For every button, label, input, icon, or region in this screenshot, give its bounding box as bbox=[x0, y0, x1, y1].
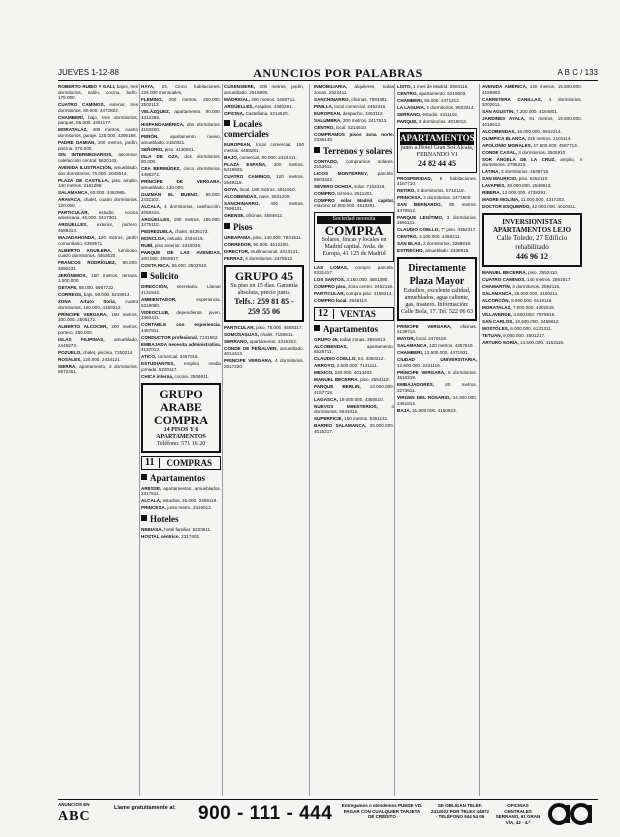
classified-ad: HOSTAL céntrico. 2317402. bbox=[141, 533, 201, 539]
classified-ad: LA LAGUNA, 2 dormitorios. 8503314. bbox=[397, 104, 475, 110]
classified-ad: CENTRO, local. 5214610. bbox=[314, 124, 368, 130]
classified-ad: ARAVACA, chalet, cuatro dormitorios. 120.000. bbox=[58, 197, 138, 208]
page-header bbox=[58, 66, 598, 81]
classified-ad: SEÑORÍO, piso. 4130921. bbox=[141, 146, 195, 152]
classified-ad: OLIMPICA BLANCA, 225 metros. 2101114. bbox=[482, 135, 572, 141]
bullet-icon bbox=[314, 147, 320, 153]
classified-ad: LAVAPIÉS, 48.000.000. 2546613. bbox=[482, 183, 552, 189]
classified-ad: CUSENSIERE, 200 metros, jardín, amueblado. 2515900. bbox=[224, 84, 304, 95]
classified-ad: COMPRO solar Madrid capital, máximo 10.000.000. 4510291. bbox=[314, 197, 394, 209]
heading-hoteles: Hoteles bbox=[141, 514, 221, 524]
classified-ad: CLAUDIO COELLO, 7º piso. 4354317. bbox=[397, 227, 477, 233]
ad-sociedad-band: Sociedad necesita bbox=[317, 216, 391, 224]
classified-ad: CLAUDIO COELLO, 64. 4350312. bbox=[314, 356, 385, 362]
classified-ad: MONCLOA, estudio. 2434415. bbox=[141, 236, 204, 242]
column-1 bbox=[58, 84, 138, 796]
classified-ad: FLEMING, 200 metros, 250.000. 2502113. bbox=[141, 96, 221, 108]
bullet-icon bbox=[224, 120, 230, 126]
classified-ad: SALAMANCA, 25.000.000. 4150211. bbox=[482, 290, 559, 296]
classified-ad: ALCOBENDAS, nave. 6531209. bbox=[224, 193, 291, 199]
column-5 bbox=[397, 84, 477, 796]
classified-ad: SIN INTERMEDIARIOS, ascensor, calefacción central. 5620142. bbox=[58, 152, 138, 164]
heading-terrenos: Terrenos y solares bbox=[314, 146, 394, 156]
classified-ad: ALBERTO AGUILERA, luminoso, cuatro dormitorios. 4463620. bbox=[58, 247, 138, 259]
classified-ad: EUROPEAN, despacho. 4453112. bbox=[314, 110, 384, 116]
classified-ad: SUPERFICIE, 150 metros. 5351141. bbox=[314, 416, 389, 422]
classified-ad: CIUDAD UNIVERSITARIA, 12.800.000. 2431116. bbox=[397, 357, 477, 368]
classified-ad: MOSTOLES, 6.000.000. 6131311. bbox=[482, 325, 553, 331]
classified-ad: GETAFE, 55.000. 6957722. bbox=[58, 285, 115, 291]
bullet-icon bbox=[224, 223, 230, 229]
column-2 bbox=[141, 84, 221, 796]
heading-apartamentos-c4: Apartamentos bbox=[314, 324, 394, 334]
classified-ad: ROBERTO RUBIO Y GALI, bajos, tres dormitorios, salón, cocina, baño. 175.000. bbox=[58, 84, 138, 101]
classified-ad: PRINCESA, 2 dormitorios. 2471509. bbox=[397, 195, 472, 201]
classified-ad: COMPRO local. 2548113. bbox=[314, 298, 368, 304]
classified-ad: PLAZA DE CASTILLA, piso amplio, 140 metros. 2151288. bbox=[58, 177, 138, 189]
classified-ad: LAS LOMAS, compro parcela. 6331417. bbox=[314, 264, 394, 276]
classified-ad: ORENSE, oficinas. 4564912. bbox=[224, 213, 284, 219]
classified-ad: ARGÜELLES, Arapiles. 4460291. bbox=[224, 103, 293, 109]
classified-ad: FRANCOS RODRÍGUEZ, 90.000. 2692231. bbox=[58, 260, 138, 271]
ad-sociedad bbox=[314, 212, 394, 262]
classified-ad: MORATALAZ, 7.500.000. 4301515. bbox=[482, 304, 556, 310]
classified-ad: ISLAS FILIPINAS, amueblado, 2446573. bbox=[58, 336, 138, 348]
classified-ad: DIRECTOR, multinacional. 4313121. bbox=[224, 248, 299, 254]
classified-ad: ESTRECHO, amueblado. 2338815. bbox=[397, 248, 470, 254]
ad-apartamentos-phone: 24 82 44 45 bbox=[418, 158, 456, 168]
ad-sociedad-title: COMPRA bbox=[324, 222, 384, 238]
column-divider bbox=[394, 84, 395, 796]
heading-pisos: Pisos bbox=[224, 222, 304, 232]
footer-phone: 900 - 111 - 444 bbox=[198, 803, 333, 824]
heading-compras: 11 COMPRAS bbox=[141, 456, 221, 470]
classified-ad: CENTRO, 3.100.000. 4450211. bbox=[397, 234, 461, 240]
classified-ad: JERÓNIMOS, 150 metros, terraza. 1.500.000. bbox=[58, 272, 138, 284]
classified-ad: GUZMÁN EL BUENO, 95.000. 2431102. bbox=[141, 191, 221, 203]
classified-ad: PRÍNCIPE VERGARA, 160 metros, 300.000. 2505172. bbox=[58, 311, 138, 323]
classified-ad: LICOS MONTERREY, parcela. 8503322. bbox=[314, 171, 394, 182]
header-date: JUEVES 1-12-88 bbox=[58, 68, 119, 77]
classified-ad: ZONA Arturo Soria, cuatro dormitorios, 150.000. 4150312. bbox=[58, 299, 138, 310]
column-divider bbox=[479, 84, 480, 796]
classified-ad: LOS SANTOS, 3.150.000. 4561390. bbox=[314, 277, 389, 283]
classified-ad: PROSPERIDAD, 5 habitaciones. 4167710. bbox=[397, 175, 477, 187]
classified-ad: AMBIENTADOR, experiencia. 5319080. bbox=[141, 297, 221, 308]
classified-ad: CHAMBERI, 12.500.000. 4471931. bbox=[397, 350, 470, 356]
classified-ad: POZUELO, chalet, piscina. 7150214. bbox=[58, 349, 134, 355]
ad-directamente-title: Directamente Plaza Mayor bbox=[408, 262, 466, 287]
classified-ad: ISLA DE OZA, dos dormitorios, 80.000. bbox=[141, 153, 221, 165]
classified-ad: COSTA RICA, 95.000. 2502910. bbox=[141, 262, 208, 268]
classified-ad: COMPRO piso, zona centro. 2462116. bbox=[314, 284, 394, 290]
ad-grupo-arabe-title: GRUPO ARABE COMPRA bbox=[154, 386, 208, 427]
ad-directamente bbox=[397, 257, 477, 321]
classified-ad: PADRE DAMIÁN, 200 metros, jardín, piscina. 275.000. bbox=[58, 139, 138, 151]
classified-ad: NUEVOS MINISTERIOS, 4 dormitorios. 5541012. bbox=[314, 403, 394, 415]
classified-ad: DOCTOR ESQUERDO, 42.000.000. 4010411. bbox=[482, 204, 577, 210]
classified-ad: SERRANO, apartamento. 4315322. bbox=[224, 338, 298, 344]
classified-ad: CUATRO CAMINOS, 140 metros. 2561617. bbox=[482, 276, 572, 282]
classified-ad: CONTABLE con experiencia. 4457811. bbox=[141, 322, 221, 333]
classified-ad: VELÁZQUEZ, apartamento. 90.000. 4312265. bbox=[141, 109, 221, 120]
classified-ad: MADRE MOLINA, 11.000.000. 4317202. bbox=[482, 197, 566, 203]
classified-ad: SIERRA, apartamento, 3 dormitorios. 8572251. bbox=[58, 363, 138, 375]
abc-logo-text: ABC bbox=[58, 809, 91, 824]
classified-ad: PEDREZUELA, chalet. 8435173. bbox=[141, 229, 209, 235]
classified-ad: PARTICULAR, estudio, cocina americana, 45.000. 2417301. bbox=[58, 209, 138, 221]
aa-logo-icon bbox=[546, 800, 598, 826]
classified-ad: AVENIDA ILUSTRACIÓN, amueblado, dos dormitorios, 75.000. 2045514. bbox=[58, 165, 138, 176]
classified-ad: CEA BERMÚDEZ, cinco dormitorios. 4496272. bbox=[141, 166, 221, 178]
classified-ad: SOMOSAGUAS, chalet. 7150611. bbox=[224, 331, 294, 337]
classified-ad: SALAMANCA, 60.000. 4462985. bbox=[58, 190, 126, 196]
classified-ad: SEVERO OCHOA, solar. 7163318. bbox=[314, 183, 386, 189]
classified-ad: BAJO, comercial, 80.000. 2423411. bbox=[224, 154, 297, 160]
classified-ad: SALAMANCA, 120 metros. 4357819. bbox=[397, 343, 474, 349]
classified-ad: CHAMBERI, 85.000. 4471212. bbox=[397, 97, 461, 103]
classified-ad: ALCALÁ, estudios, 45.000. 2459119. bbox=[141, 498, 218, 504]
classified-ad: PERÓN, apartamento nuevo, amueblado. 2150321. bbox=[141, 134, 221, 145]
heading-locales: Locales comerciales bbox=[224, 119, 269, 140]
page-footer bbox=[58, 799, 598, 826]
bullet-icon bbox=[141, 515, 147, 521]
ad-directamente-sub: Estudios, excelente calidad, amueblados, agua caliente, gas, trastero. Información: Calle Bola, 17. Tel. 522 06 63 bbox=[401, 287, 473, 315]
classified-ad: CHAMARTÍN, 3 dormitorios. 2594116. bbox=[482, 283, 561, 289]
ad-grupo-arabe bbox=[141, 383, 221, 453]
classified-ad: COMPRO, terreno. 2511201. bbox=[314, 190, 374, 196]
classified-ad: PRÍNCIPE DE VERGARA, amueblado. 130.000. bbox=[141, 179, 221, 190]
classified-ad: LISTO, 1 mes de Madrid. 2504116. bbox=[397, 84, 469, 89]
ad-grupo45-sub: Su piso en 15 días. Garantía absoluta, precio justo. bbox=[230, 282, 298, 296]
classified-ad: PRINCIPE VERGARA, oficinas. 4139714. bbox=[397, 323, 477, 335]
classified-ad: URBAPAMA, piso, 140.000. 7631511. bbox=[224, 235, 302, 240]
ad-inversionistas bbox=[482, 213, 582, 267]
footer-card-text: Entregamos o atendemos PUEDE VD. PAGAR CON CUALQUIER TARJETA DE CRÉDITO bbox=[341, 803, 423, 819]
classified-ad: SAN BERNARDO, 90 metros. 4470512. bbox=[397, 202, 477, 213]
classified-ad: PARQUE LEGÍTIMO, 3 dormitorios. 2591141. bbox=[397, 214, 477, 226]
column-divider bbox=[222, 84, 223, 796]
ad-grupo45-phone: Telfs.: 259 81 85 - 259 55 06 bbox=[234, 296, 294, 316]
column-6 bbox=[482, 84, 582, 796]
classified-ad: SANCHINARRO, 400 metros. 7596101. bbox=[224, 200, 304, 212]
classified-ad: DIRECCIÓN, secretaria. Llamar 4131542. bbox=[141, 284, 221, 296]
ad-grupo45 bbox=[224, 265, 304, 322]
classified-ad: GOYA, local, 180 metros. 4011910. bbox=[224, 186, 297, 192]
section-title: ANUNCIOS POR PALABRAS bbox=[253, 66, 423, 80]
classified-ad: VIRGEN DEL ROSARIO, 14.300.000. 2451812. bbox=[397, 395, 477, 406]
classified-ad: PARQUE, 3 dormitorios. 4015013. bbox=[397, 118, 468, 124]
classified-ad: SAN AGUSTÍN, 7.200.000. 4164801. bbox=[482, 109, 559, 115]
classified-ad: MAJADAHONDA, 120 metros, jardín comunitario. 6393571. bbox=[58, 234, 138, 246]
classified-ad: TETUAN, 9.000.000. 4501217. bbox=[482, 332, 546, 338]
classified-ad: PLAZA ESPAÑA, 200 metros. 5419925. bbox=[224, 161, 304, 173]
classified-ad: ALCORCÓN, 8.900.000. 6119116. bbox=[482, 297, 553, 303]
classified-ad: MANUEL BECERRA, piso. 2554118. bbox=[314, 377, 390, 383]
classified-ad: PARTICULAR, piso, 75.000. 4508317. bbox=[224, 324, 303, 330]
column-4 bbox=[314, 84, 394, 796]
classified-ad: PINILLA, local comercial. 2452316. bbox=[314, 103, 387, 109]
classified-ad: CONTADO, compramos solares. 2153611. bbox=[314, 158, 394, 170]
classified-ad: CONDE DE PEÑALVER, amueblado. 4014413. bbox=[224, 345, 304, 357]
classified-ad: HAYA, 23. Cinco habitaciones. 125.000 mensuales. bbox=[141, 84, 221, 95]
classified-ad: SANCHINARRO, oficinas. 7593391. bbox=[314, 96, 389, 102]
classified-ad: ALCOBENDAS, 16.000.000. 6542314. bbox=[482, 128, 562, 134]
classified-ad: CUATRO CAMINOS, exterior, tres dormitorios, 80.000. 4472822. bbox=[58, 102, 138, 113]
classified-ad: SAN CARLOS, 10.500.000. 2456612. bbox=[482, 318, 560, 324]
heading-solicito: Solicito bbox=[141, 271, 221, 281]
classified-ad: ALBERTO ALCOCER, 200 metros, portero, 250.000. bbox=[58, 324, 138, 335]
classified-ad: MANUEL BECERRA, piso. 2552410. bbox=[482, 269, 559, 275]
classified-ad: CUATRO CAMINOS, 120 metros. 2549115. bbox=[224, 174, 304, 185]
footer-label: ANUNCIOS EN bbox=[58, 802, 90, 807]
heading-ventas: 12 VENTAS bbox=[314, 307, 394, 321]
classified-ad: VIDEOCLUB, dependienta joven. 2460411. bbox=[141, 309, 221, 321]
ad-apartamentos-title: APARTAMENTOS bbox=[400, 132, 475, 143]
classified-ad: RIBERA, 13.000.000. 4738291. bbox=[482, 190, 547, 196]
ad-apartamentos-sub: junto a Hotel Gran Sol Alcalá, FERNANDO VI bbox=[400, 144, 474, 158]
classified-ad: PRINCIPE VERGARA, 4 dormitorios. 2617220. bbox=[224, 358, 304, 369]
bullet-icon bbox=[141, 272, 147, 278]
column-divider bbox=[309, 84, 310, 796]
classified-ad: BAJA, 31.000.000. 4150923. bbox=[397, 407, 457, 413]
classified-ad: MEXICO, 220.000. 4013402. bbox=[314, 370, 374, 376]
footer-offices: SE OBLIGAN TELÉF. 2412022 POR TELEX 44872 - TELÉFONO 544 54 06 bbox=[430, 803, 490, 819]
classified-ad: EMBAJADORES, 80 metros. 2273611. bbox=[397, 382, 477, 394]
classified-ad: ALCOBENDAS, apartamento. 6528711. bbox=[314, 343, 394, 355]
classified-ad: SOR ÁNGELA DE LA CRUZ, amplio, 4 dormitorios. 2795313. bbox=[482, 156, 582, 168]
ad-apartamentos bbox=[397, 128, 477, 173]
classified-ad: JARDINES AYALA, 91 metros, 19.500.000. 4015512. bbox=[482, 116, 582, 127]
classified-ad: MORATALAZ, 400 metros, cuatro dormitorios, garaje. 125.000. 4305186. bbox=[58, 127, 138, 138]
classified-ad: PRINCESA, junto metro. 2416012. bbox=[141, 505, 212, 511]
column-divider bbox=[139, 84, 140, 796]
classified-ad: VILLAVERDE, 4.800.000. 7975916. bbox=[482, 311, 556, 317]
classified-ad: ARGÜELLES, 180 metros, 185.000. 2475110. bbox=[141, 216, 221, 228]
classified-ad: PARQUE DE LAS AVENIDAS, 100.000. 4050917. bbox=[141, 250, 221, 261]
classified-ad: APOLONIO MORALES, 47.500.000. 4587713. bbox=[482, 142, 579, 148]
classified-ad: ESTUDIANTES, empleo media jornada. 5220117. bbox=[141, 361, 221, 372]
classified-ad: PRÍNCIPE VERGARA, 5 dormitorios. 4510219. bbox=[397, 369, 477, 381]
heading-apartamentos-c2: Apartamentos bbox=[141, 473, 221, 483]
classified-ad: EUROPEAN, local comercial, 150 metros. 4458281. bbox=[224, 142, 304, 153]
classified-ad: LATINA, 3 dormitorios. 4639716. bbox=[482, 169, 550, 175]
footer-address: OFICINAS CENTRALES SERRANO, 61 GRAN VÍA, 42 - 4.ª bbox=[495, 803, 541, 825]
classified-ad: ATICO, comercial. 2457015. bbox=[141, 354, 199, 360]
classified-ad: ALCALÁ, 4 dormitorios, calefacción. 4059216. bbox=[141, 204, 221, 215]
classified-ad: MADRIGAL, 300 metros. 2458711. bbox=[224, 96, 296, 102]
classified-ad: SALUMBRA, 200 metros. 2417813. bbox=[314, 117, 388, 123]
classified-ad: RETIRO, 3 dormitorios. 5742118. bbox=[397, 188, 465, 194]
classified-ad: CORREDOR, 90.000. 4512200. bbox=[224, 241, 290, 247]
classified-ad: LAGASCA, 19.000.000. 4356510. bbox=[314, 396, 384, 402]
ad-inversionistas-sub: Calle Toledo, 27 Edificio rehabilitado bbox=[496, 233, 568, 251]
classified-ad: CHAMBERÍ, bajo, tres dormitorios, parquet, 85.000. 4451177. bbox=[58, 114, 138, 126]
classified-ad: AVENIDA AMÉRICA, 140 metros, 15.500.000. 4159902. bbox=[482, 84, 582, 95]
classified-ad: ARTURO SORIA, 14.500.000. 4153119. bbox=[482, 339, 565, 345]
classified-ad: CONDUCTOR profesional. 7131562. bbox=[141, 334, 219, 340]
classified-ad: ARGÜELLES, exterior, portero. 4589314. bbox=[58, 222, 138, 233]
classified-ad: CHICA interna, cocina. 2506911. bbox=[141, 373, 210, 379]
classified-ad: CONDE CASAL, 3 dormitorios. 2505910. bbox=[482, 149, 567, 155]
classified-ad: FERRAZ, 3 dormitorios. 2476512. bbox=[224, 255, 294, 261]
classified-ad: CENTRO, apartamento. 5216603. bbox=[397, 90, 467, 96]
column-3 bbox=[224, 84, 304, 796]
classified-ad: EMBAJADA necesita administrativa. 4137013. bbox=[141, 341, 221, 353]
ad-inversionistas-phone: 446 96 12 bbox=[516, 251, 548, 261]
ad-grupo45-title: GRUPO 45 bbox=[234, 268, 294, 283]
bullet-icon bbox=[141, 474, 147, 480]
classified-ad: OFICINA, Castellana. 4314520. bbox=[224, 110, 289, 116]
ad-sociedad-sub: Solares, fincas y locales en Madrid capital. Avda. de Europa, 41 125 de Madrid bbox=[321, 236, 387, 257]
classified-ad: PARTICULAR, compra piso. 4159214. bbox=[314, 291, 393, 297]
classified-ad: COMPRAMOS pisos zona norte. 2336140. bbox=[314, 131, 394, 143]
classified-ad: CARRETERA CANILLAS, 4 dormitorios. 2002611. bbox=[482, 96, 582, 108]
classified-ad: RUBÍ, piso exterior. 4310025. bbox=[141, 243, 202, 249]
classified-ad: INMOBILIARIA, alquileres, todas zonas. 2523411. bbox=[314, 84, 394, 95]
classified-ad: PARQUE BERLIN, 14.000.000. 4157718. bbox=[314, 384, 394, 395]
classified-ad: ARROYO, 2.500.000. 7131111. bbox=[314, 363, 378, 369]
classified-ad: NEBIASA, hotel familiar. 5223611. bbox=[141, 526, 212, 532]
page-number: A B C / 133 bbox=[557, 68, 598, 77]
classified-ad: SERRANO, estudio. 4311102. bbox=[397, 111, 459, 117]
bullet-icon bbox=[314, 325, 320, 331]
classified-ad: ROSALES, 120.000. 2434121. bbox=[58, 356, 122, 362]
classified-ad: SAN MAURICIO, piso. 5452110. bbox=[482, 176, 549, 182]
classified-ad: GRUPO 45, todas zonas. 2591813. bbox=[314, 336, 387, 342]
classified-ad: ARESSE, apartamentos, amueblados. 2317611. bbox=[141, 485, 221, 497]
classified-ad: CORREOS, bajo, 50.000. 5219914. bbox=[58, 292, 131, 298]
classified-ad: SAN BLAS, 2 dormitorios. 3258819. bbox=[397, 241, 472, 247]
ad-inversionistas-title: INVERSIONISTAS APARTAMENTOS LEJO bbox=[492, 217, 572, 234]
ad-grupo-arabe-sub: 14 PISOS Y 6 APARTAMENTOS bbox=[156, 426, 206, 440]
classified-ad: BARRIO SALAMANCA, 25.000.000. 4015217. bbox=[314, 423, 394, 434]
footer-call-text: Llame gratuitamente al: bbox=[114, 805, 176, 811]
classified-ad: HISPANOAMÉRICA, dos dormitorios. 4153200. bbox=[141, 121, 221, 133]
ad-grupo-arabe-phone: Teléfono: 571 16 20 bbox=[156, 440, 206, 447]
classified-ad: MAYOR, local. 2470118. bbox=[397, 336, 448, 342]
